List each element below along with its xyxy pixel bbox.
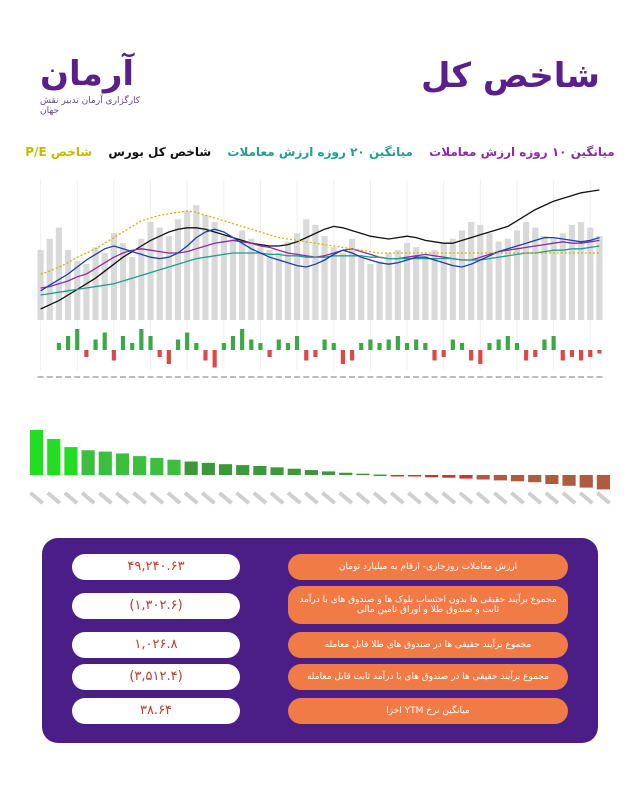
x-tick [560,376,566,378]
x-tick [138,376,144,378]
sector-tick [338,491,353,504]
sector-tick [459,491,474,504]
sector-tick [373,491,388,504]
volume-bar [230,239,236,320]
volume-bar [367,264,373,320]
volume-bar [459,230,465,320]
x-tick [496,376,502,378]
sector-tick [527,491,542,504]
sector-bar [288,469,301,475]
sector-tick [321,491,336,504]
x-tick [38,376,44,378]
x-tick [441,376,447,378]
x-tick [230,376,236,378]
sector-bar [477,475,490,480]
sector-tick [562,491,577,504]
brand-tagline: کارگزاری آرمان تدبیر نقش جهان [40,96,141,116]
chart-legend [0,145,640,159]
x-tick [459,376,465,378]
x-tick [395,376,401,378]
x-tick [358,376,364,378]
x-tick [202,376,208,378]
sector-tick [544,491,559,504]
x-tick [541,376,547,378]
summary-panel [42,538,598,743]
volume-bar [395,250,401,320]
x-tick [111,376,117,378]
sector-tick [476,491,491,504]
summary-value: ۱,۰۲۶.۸ [72,632,240,658]
sector-tick [64,491,79,504]
x-tick [596,376,602,378]
volume-bar [92,247,98,320]
volume-bar [422,256,428,320]
volume-bar [175,219,181,320]
x-tick [551,376,557,378]
sector-tick [252,491,267,504]
net-flow-bar [313,350,317,357]
x-tick [120,376,126,378]
net-flow-bar [570,350,574,357]
summary-label: مجموع برآیند حقیقی ها در صندوق های با درآمد ثابت قابل معامله [288,664,568,690]
net-flow-bar [561,350,565,361]
volume-bar [212,222,218,320]
net-flow-bar [213,350,217,368]
sector-bar [167,460,180,475]
x-tick [56,376,62,378]
summary-row [72,664,568,692]
sector-bar [356,474,369,476]
net-flow-bar [75,329,79,350]
net-flow-bar [93,340,97,351]
net-flow-bar [277,340,281,351]
sector-tick [510,491,525,504]
x-tick [93,376,99,378]
net-flow-bar [405,343,409,350]
net-flow-bar [148,336,152,350]
x-tick [303,376,309,378]
x-tick [349,376,355,378]
x-tick [248,376,254,378]
sector-tick [493,491,508,504]
volume-bar [56,228,62,320]
sector-tick [287,491,302,504]
summary-label: مجموع برآیند حقیقی ها بدون احتساب بلوک ها و صندوق های با درآمد ثابت و صندوق طلا و اوراق تامین مالی [288,586,568,624]
net-flow-bar [487,343,491,350]
net-flow-bar [387,340,391,351]
summary-label: مجموع برآیند حقیقی ها در صندوق های طلا قابل معامله [288,632,568,658]
net-flow-bar [167,350,171,364]
net-flow-bar [249,340,253,351]
sector-bar [374,475,387,477]
net-flow-bar [368,340,372,351]
sector-bar [150,458,163,475]
net-flow-bar [460,343,464,350]
x-tick [193,376,199,378]
volume-bar [322,236,328,320]
sector-bar [219,464,232,475]
x-tick [450,376,456,378]
net-flow-bar [323,340,327,351]
net-flow-bar [552,336,556,350]
net-flow-bar [286,343,290,350]
volume-bar [569,225,575,320]
sector-bar [202,463,215,475]
net-flow-bar [377,343,381,350]
legend-item-index: شاخص کل بورس [108,145,212,159]
x-tick [47,376,53,378]
x-tick [276,376,282,378]
x-tick [340,376,346,378]
sector-tick [115,491,130,504]
x-tick [404,376,410,378]
sector-tick [149,491,164,504]
sector-bar [133,456,146,475]
summary-label: میانگین نرخ YTM اخزا [288,698,568,724]
brand-logo [40,56,160,116]
volume-bar [578,222,584,320]
x-tick [157,376,163,378]
volume-bar [147,222,153,320]
sector-tick [356,491,371,504]
volume-bar [47,239,53,320]
volume-bar [358,257,364,320]
sector-bar [253,466,266,475]
x-tick [129,376,135,378]
sector-bar [82,450,95,475]
net-flow-bar [597,350,601,354]
volume-bar [166,236,172,320]
volume-bar [523,222,529,320]
sector-bar [30,430,43,475]
sector-tick [98,491,113,504]
sector-bar [116,453,129,475]
net-flow-bar [103,333,107,351]
x-tick [175,376,181,378]
volume-bar [276,253,282,320]
sector-bar [425,475,438,477]
net-flow-bar [414,340,418,351]
x-tick [148,376,154,378]
sector-tick [46,491,61,504]
x-tick [367,376,373,378]
sector-bar [580,475,593,488]
net-flow-bar [121,336,125,350]
sector-bar [511,475,524,481]
net-flow-bar [588,350,592,357]
volume-bar [38,250,44,320]
x-tick [569,376,575,378]
sector-bar-chart [28,420,612,535]
x-tick [312,376,318,378]
sector-tick [390,491,405,504]
x-tick [294,376,300,378]
sector-bar [305,470,318,475]
net-flow-bar [359,343,363,350]
net-flow-bar [579,350,583,361]
net-flow-bar [542,340,546,351]
net-flow-bar [66,336,70,350]
x-tick [285,376,291,378]
x-tick [422,376,428,378]
sector-tick [270,491,285,504]
volume-bar [267,250,273,320]
legend-item-ma10: میانگین ۱۰ روزه ارزش معاملات [429,145,615,159]
x-tick [477,376,483,378]
sector-tick [441,491,456,504]
volume-bar [404,243,410,320]
x-tick [377,376,383,378]
net-flow-bar [240,329,244,350]
net-flow-bar [332,343,336,350]
x-tick [505,376,511,378]
sector-tick [235,491,250,504]
sector-tick [81,491,96,504]
x-tick [432,376,438,378]
volume-bar [349,239,355,320]
x-tick [322,376,328,378]
sector-bar [322,471,335,475]
volume-bar [257,247,263,320]
x-tick [65,376,71,378]
x-tick [578,376,584,378]
page-title: شاخص کل [420,56,600,96]
x-tick [221,376,227,378]
net-flow-bar [158,350,162,357]
sector-tick [579,491,594,504]
net-flow-bar [497,340,501,351]
sector-tick [167,491,182,504]
x-tick [486,376,492,378]
net-flow-bar [231,336,235,350]
net-flow-bar [515,343,519,350]
net-flow-bar [524,350,528,361]
volume-bar [312,225,318,320]
x-tick [83,376,89,378]
net-flow-bar [423,343,427,350]
volume-bar [129,257,135,320]
sector-tick [218,491,233,504]
summary-value: (۳,۵۱۲.۴) [72,664,240,690]
volume-bar [450,239,456,320]
net-flow-bar [194,343,198,350]
net-flow-bar [451,340,455,351]
summary-label: ارزش معاملات روزجاری- ارقام به میلیارد تومان [288,554,568,580]
net-flow-bar [130,343,134,350]
sector-tick [304,491,319,504]
net-flow-bar [533,350,537,357]
sector-tick [29,491,44,504]
main-line-chart [36,170,604,400]
x-tick [386,376,392,378]
sector-bar [99,452,112,475]
x-tick [102,376,108,378]
volume-bar [541,236,547,320]
sector-bar [528,475,541,482]
sector-bar [236,465,249,475]
net-flow-bar [295,336,299,350]
sector-bar [391,475,404,477]
volume-bar [303,219,309,320]
summary-value: (۱,۳۰۲.۶) [72,593,240,619]
sector-bar [339,473,352,475]
sector-bar [597,475,610,489]
x-tick [267,376,273,378]
net-flow-bar [268,350,272,357]
summary-value: ۴۹,۲۴۰.۶۳ [72,554,240,580]
net-flow-bar [341,350,345,364]
volume-bar [193,205,199,320]
summary-value: ۳۸.۶۴ [72,698,240,724]
sector-tick [596,491,611,504]
net-flow-bar [84,350,88,357]
x-tick [74,376,80,378]
x-tick [239,376,245,378]
summary-row [72,698,568,726]
volume-bar [596,236,602,320]
net-flow-bar [304,350,308,361]
net-flow-bar [258,343,262,350]
net-flow-bar [396,336,400,350]
volume-bar [221,236,227,320]
summary-row [72,554,568,582]
x-tick [331,376,337,378]
volume-bar [441,243,447,320]
legend-item-pe: شاخص P/E [25,145,93,159]
x-tick [413,376,419,378]
volume-bar [65,250,71,320]
net-flow-bar [478,350,482,364]
sector-bar [562,475,575,486]
volume-bar [477,225,483,320]
net-flow-bar [442,350,446,357]
x-tick [257,376,263,378]
net-flow-bar [112,350,116,361]
net-flow-bar [469,350,473,361]
sector-bar [64,447,77,475]
net-flow-bar [176,340,180,351]
sector-tick [132,491,147,504]
volume-bar [486,233,492,320]
volume-bar [386,253,392,320]
net-flow-bar [350,350,354,361]
volume-bar [331,247,337,320]
volume-bar [248,239,254,320]
volume-bar [138,239,144,320]
volume-bar [560,233,566,320]
sector-bar [459,475,472,479]
net-flow-bar [139,329,143,350]
x-tick [523,376,529,378]
net-flow-bar [203,350,207,361]
x-tick [468,376,474,378]
sector-tick [184,491,199,504]
sector-bar [494,475,507,480]
sector-bar [47,439,60,475]
brand-name: آرمان [40,54,135,94]
net-flow-bar [185,333,189,351]
x-tick [166,376,172,378]
sector-bar [408,475,421,477]
net-flow-bar [222,343,226,350]
net-flow-bar [57,343,61,350]
volume-bar [157,228,163,320]
x-tick [184,376,190,378]
volume-bar [376,261,382,320]
net-flow-bar [432,350,436,361]
summary-row [72,632,568,660]
volume-bar [340,253,346,320]
x-tick [212,376,218,378]
x-tick [587,376,593,378]
volume-bar [294,233,300,320]
sector-bar [185,462,198,476]
summary-row [72,586,568,626]
volume-bar [514,230,520,320]
legend-item-ma20: میانگین ۲۰ روزه ارزش معاملات [227,145,413,159]
sector-bar [270,467,283,475]
sector-bar [442,475,455,478]
sector-tick [201,491,216,504]
sector-tick [424,491,439,504]
sector-bar [545,475,558,484]
x-tick [514,376,520,378]
x-tick [532,376,538,378]
net-flow-bar [506,336,510,350]
sector-tick [407,491,422,504]
